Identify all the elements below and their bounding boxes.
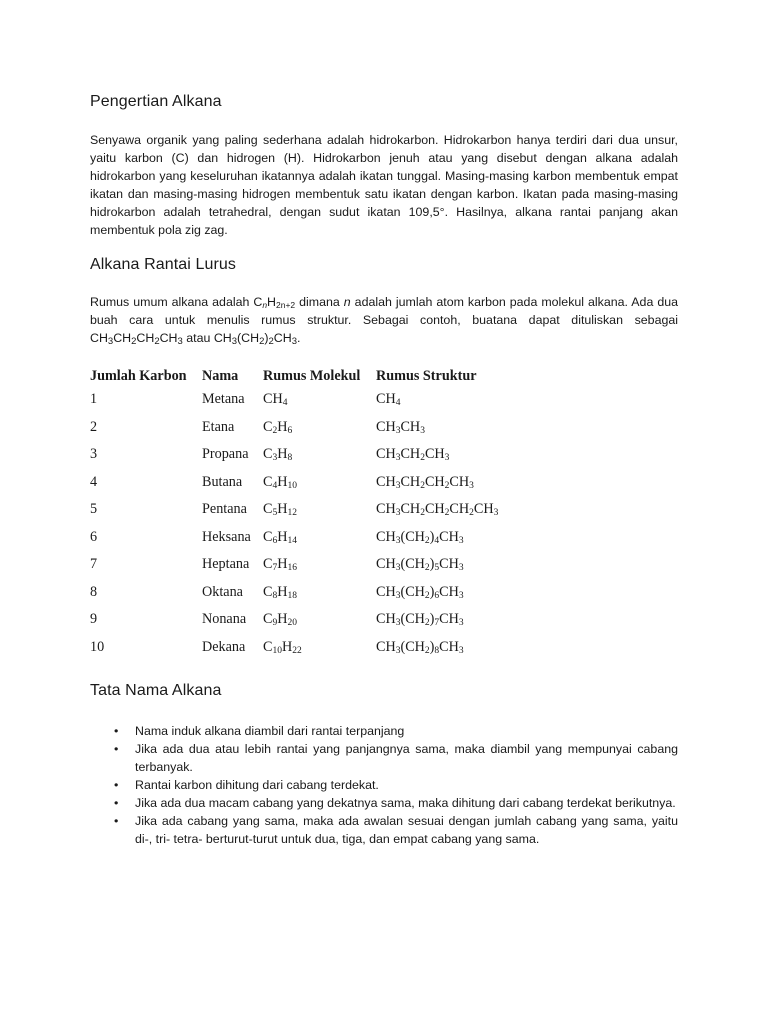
- list-item-text: Jika ada dua macam cabang yang dekatnya sama, maka dihitung dari cabang terdekat berikutnya.: [135, 796, 676, 810]
- list-item: [90, 776, 678, 794]
- cell-jumlah-karbon: 4: [90, 473, 98, 490]
- cell-jumlah-karbon: 6: [90, 528, 98, 545]
- cell-rumus-struktur: $CH_3(CH_2)_6CH_3$: [376, 583, 464, 601]
- cell-rumus-struktur: $CH_3(CH_2)_4CH_3$: [376, 528, 464, 546]
- cell-nama: Butana: [202, 473, 243, 490]
- cell-jumlah-karbon: 2: [90, 418, 98, 435]
- bullet-icon: •: [114, 742, 119, 756]
- list-item: [90, 740, 678, 776]
- cell-nama: Nonana: [202, 611, 247, 628]
- cell-rumus-struktur: $CH_3CH_2CH_3$: [376, 446, 450, 464]
- cell-rumus-molekul: $C_6H_{14}$: [263, 528, 297, 546]
- paragraph-rantai-lurus: Rumus umum alkana adalah $C_nH_{2n+2}$ dimana n adalah jumlah atom karbon pada molekul alkana. Ada dua buah cara untuk menulis rumus struktur. Sebagai contoh, buatana dapat dituliskan sebagai $CH_3CH_2CH_2CH_3$ atau $CH_3(CH_2)_2CH_3$.: [90, 295, 678, 347]
- table-row: [90, 469, 556, 497]
- cell-rumus-struktur: $CH_3CH_2CH_2CH_3$: [376, 473, 474, 491]
- list-item-text: Jika ada cabang yang sama, maka ada awalan sesuai dengan jumlah cabang yang sama, yaitu di-, tri- tetra- berturut-turut untuk dua, tiga, dan empat cabang yang sama.: [135, 814, 678, 846]
- cell-rumus-struktur: $CH_4$: [376, 391, 401, 409]
- bullet-icon: •: [114, 814, 119, 828]
- header-rumus-struktur: Rumus Struktur: [376, 367, 477, 384]
- table-row: [90, 496, 556, 524]
- cell-rumus-struktur: $CH_3CH_2CH_2CH_2CH_3$: [376, 501, 499, 519]
- cell-jumlah-karbon: 9: [90, 611, 98, 628]
- paragraph-pengertian: Senyawa organik yang paling sederhana adalah hidrokarbon. Hidrokarbon hanya terdiri dari dua unsur, yaitu karbon (C) dan hidrogen (H). Hidrokarbon jenuh atau yang disebut dengan alkana adalah hidrokarbon yang keseluruhan ikatannya adalah ikatan tunggal. Masing-masing karbon membentuk empat ikatan dan masing-masing hidrogen membentuk satu ikatan dengan karbon. Ikatan pada masing-masing hidrokarbon adalah tetrahedral, dengan sudut ikatan 109,5°. Hasilnya, alkana rantai panjang akan membentuk pola zig zag.: [90, 133, 678, 237]
- table-row: [90, 386, 556, 414]
- section-title-tata-nama: Tata Nama Alkana: [90, 682, 222, 699]
- cell-rumus-struktur: $CH_3(CH_2)_7CH_3$: [376, 611, 464, 629]
- cell-rumus-molekul: $C_2H_6$: [263, 418, 293, 436]
- cell-nama: Pentana: [202, 501, 247, 518]
- section-title-pengertian: Pengertian Alkana: [90, 93, 222, 110]
- alkane-table: [90, 366, 556, 661]
- cell-rumus-struktur: $CH_3(CH_2)_8CH_3$: [376, 638, 464, 656]
- cell-nama: Heksana: [202, 528, 251, 545]
- cell-jumlah-karbon: 5: [90, 501, 98, 518]
- list-item-text: Nama induk alkana diambil dari rantai terpanjang: [135, 724, 405, 738]
- cell-rumus-molekul: $C_3H_8$: [263, 446, 293, 464]
- list-item: [90, 794, 678, 812]
- table-row: [90, 441, 556, 469]
- table-row: [90, 524, 556, 552]
- cell-nama: Dekana: [202, 638, 246, 655]
- table-row: [90, 634, 556, 662]
- table-row: [90, 606, 556, 634]
- cell-jumlah-karbon: 10: [90, 638, 105, 655]
- table-row: [90, 414, 556, 442]
- cell-rumus-molekul: $C_5H_{12}$: [263, 501, 297, 519]
- naming-rules-list: [90, 722, 678, 848]
- cell-rumus-molekul: $C_{10}H_{22}$: [263, 638, 302, 656]
- cell-nama: Metana: [202, 391, 245, 408]
- cell-nama: Oktana: [202, 583, 243, 600]
- list-item-text: Jika ada dua atau lebih rantai yang panjangnya sama, maka diambil yang mempunyai cabang terbanyak.: [135, 742, 678, 774]
- cell-nama: Etana: [202, 418, 235, 435]
- cell-rumus-molekul: $C_7H_{16}$: [263, 556, 297, 574]
- header-rumus-molekul: Rumus Molekul: [263, 367, 361, 384]
- cell-nama: Propana: [202, 446, 249, 463]
- cell-jumlah-karbon: 1: [90, 391, 98, 408]
- bullet-icon: •: [114, 724, 119, 738]
- header-jumlah-karbon: Jumlah Karbon: [90, 367, 187, 384]
- table-row: [90, 551, 556, 579]
- list-item-text: Rantai karbon dihitung dari cabang terdekat.: [135, 778, 379, 792]
- cell-rumus-molekul: $C_9H_{20}$: [263, 611, 297, 629]
- cell-jumlah-karbon: 8: [90, 583, 98, 600]
- bullet-icon: •: [114, 778, 119, 792]
- cell-rumus-molekul: $CH_4$: [263, 391, 288, 409]
- list-item: [90, 812, 678, 848]
- cell-rumus-struktur: $CH_3CH_3$: [376, 418, 425, 436]
- table-header-row: [90, 366, 556, 386]
- header-nama: Nama: [202, 367, 239, 384]
- cell-jumlah-karbon: 3: [90, 446, 98, 463]
- cell-rumus-molekul: $C_8H_{18}$: [263, 583, 297, 601]
- section-title-rantai-lurus: Alkana Rantai Lurus: [90, 256, 236, 273]
- table-row: [90, 579, 556, 607]
- cell-jumlah-karbon: 7: [90, 556, 98, 573]
- bullet-icon: •: [114, 796, 119, 810]
- cell-rumus-molekul: $C_4H_{10}$: [263, 473, 297, 491]
- cell-rumus-struktur: $CH_3(CH_2)_5CH_3$: [376, 556, 464, 574]
- list-item: [90, 722, 678, 740]
- cell-nama: Heptana: [202, 556, 250, 573]
